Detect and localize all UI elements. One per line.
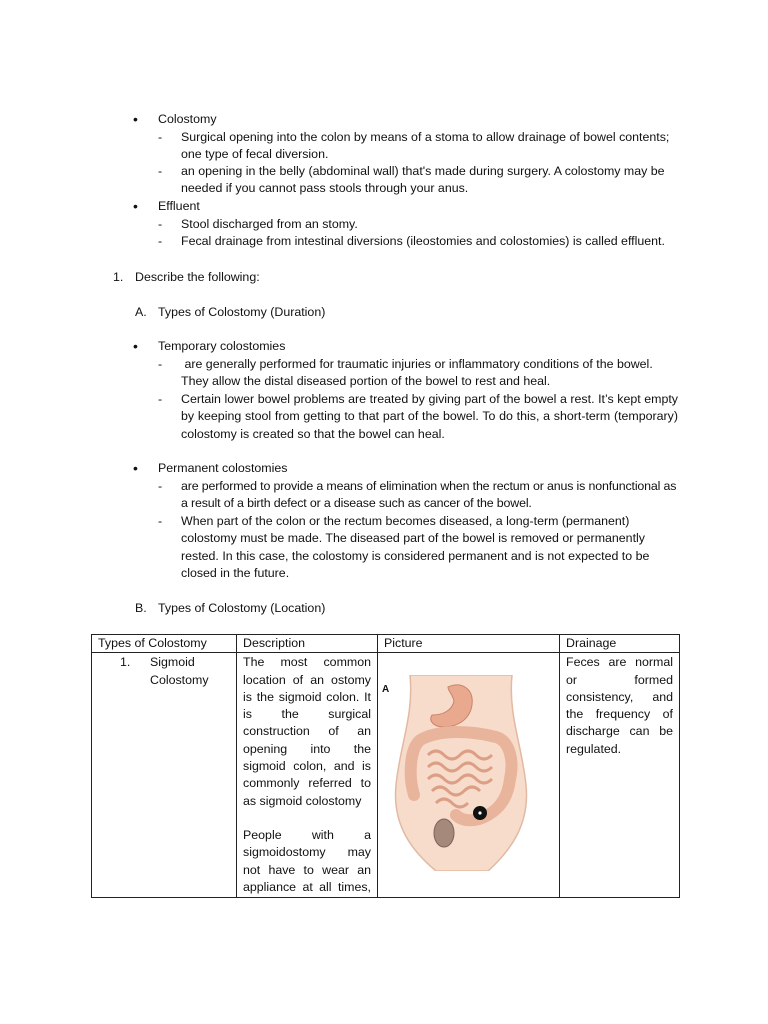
- table-header-cell: Types of Colostomy: [92, 635, 237, 653]
- stoma-dot: [478, 812, 481, 815]
- permanent-item-2: When part of the colon or the rectum becomes diseased, a long-term (permanent) colostomy must be made. The diseased part of the bowel is removed or permanently rested. In this case, the colostomy is considered permanent and is not expected to be closed in the future.: [181, 514, 650, 581]
- drainage-text: Feces are normal or formed consistency, and the frequency of discharge can be regulated.: [566, 655, 673, 756]
- dash-marker: -: [158, 130, 163, 144]
- dash-marker: -: [158, 234, 163, 248]
- dash-marker: -: [158, 514, 163, 528]
- bullet-dot: •: [133, 338, 138, 354]
- rectum-shape: [434, 819, 454, 847]
- description-paragraph-1: The most common location of an ostomy is the sigmoid colon. It is the surgical construction of an opening into the sigmoid colon, and is commonly referred to as sigmoid colostomy: [243, 655, 371, 808]
- term-colostomy: Colostomy: [158, 112, 217, 126]
- drainage-cell: [560, 653, 680, 898]
- section-a-letter: A.: [135, 305, 147, 319]
- table-header-cell: Picture: [378, 635, 560, 653]
- effluent-definition-2: Fecal drainage from intestinal diversions (ileostomies and colostomies) is called effluent.: [181, 234, 665, 248]
- dash-marker: -: [158, 217, 163, 231]
- colon-anatomy-illustration: [392, 675, 532, 871]
- section-b-title: Types of Colostomy (Location): [158, 601, 326, 615]
- bullet-dot: •: [133, 198, 138, 214]
- table-header-row: [92, 635, 680, 653]
- section-a-title: Types of Colostomy (Duration): [158, 305, 326, 319]
- term-effluent: Effluent: [158, 199, 200, 213]
- temporary-item-1: are generally performed for traumatic injuries or inflammatory conditions of the bowel. They allow the distal diseased portion of the bowel to rest and heal.: [181, 357, 656, 389]
- dash-marker: -: [158, 164, 163, 178]
- section-b-letter: B.: [135, 601, 147, 615]
- term-temporary-colostomies: Temporary colostomies: [158, 339, 286, 353]
- table-header-cell: Description: [237, 635, 378, 653]
- term-permanent-colostomies: Permanent colostomies: [158, 461, 288, 475]
- dash-marker: -: [158, 479, 163, 493]
- question-number: 1.: [113, 270, 124, 284]
- description-paragraph-2: People with a sigmoidostomy may not have to wear an appliance at all times,: [243, 827, 371, 894]
- colostomy-location-table: [91, 634, 680, 898]
- colostomy-definition-2: an opening in the belly (abdominal wall) that's made during surgery. A colostomy may be needed if you cannot pass stools through your anus.: [181, 164, 665, 196]
- bullet-dot: •: [133, 460, 138, 476]
- colostomy-definition-1: Surgical opening into the colon by means of a stoma to allow drainage of bowel contents; one type of fecal diversion.: [181, 130, 670, 162]
- dash-marker: -: [158, 357, 163, 371]
- type-cell: [92, 653, 237, 898]
- effluent-definition-1: Stool discharged from an stomy.: [181, 217, 358, 231]
- colostomy-type: Sigmoid Colostomy: [150, 655, 209, 687]
- table-header-cell: Drainage: [560, 635, 680, 653]
- question-text: Describe the following:: [135, 270, 260, 284]
- picture-label: A: [382, 684, 390, 696]
- row-number: 1.: [120, 655, 131, 670]
- dash-marker: -: [158, 392, 163, 406]
- description-cell: [237, 653, 378, 898]
- temporary-item-2: Certain lower bowel problems are treated by giving part of the bowel a rest. It’s kept empty by keeping stool from getting to that part of the bowel. To do this, a short-term (temporary) colostomy is created so that the bowel can heal.: [181, 392, 678, 441]
- permanent-item-1: are performed to provide a means of elimination when the rectum or anus is nonfunctional as a result of a birth defect or a disease such as cancer of the bowel.: [181, 479, 677, 511]
- bullet-dot: •: [133, 111, 138, 127]
- picture-cell: [378, 653, 560, 898]
- table-row: [92, 653, 680, 898]
